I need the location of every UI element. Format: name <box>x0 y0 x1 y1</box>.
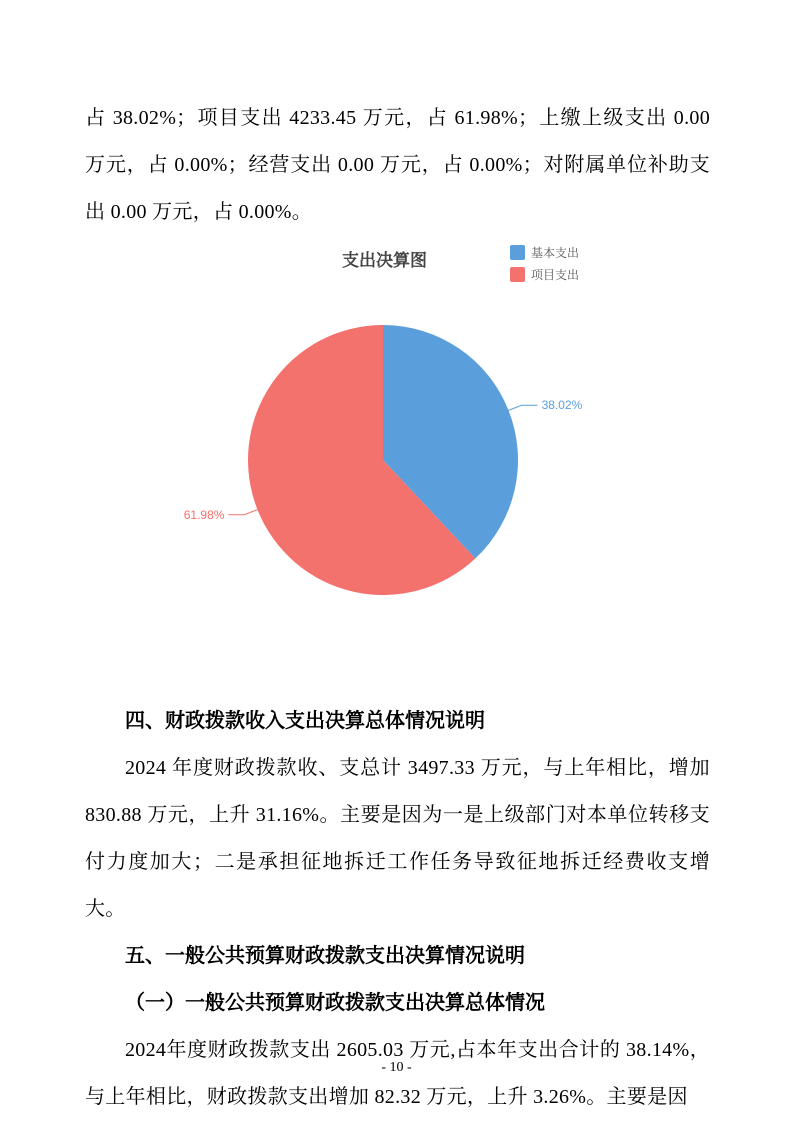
pie-chart-canvas <box>85 286 710 641</box>
paragraph-section-4-body: 2024 年度财政拨款收、支总计 3497.33 万元，与上年相比，增加 830.88 万元，上升 31.16%。主要是因为一是上级部门对本单位转移支付力度加大；二是承担征地拆迁工作任务导致征地拆迁经费收支增大。 <box>85 757 710 920</box>
section-heading-5: 五、一般公共预算财政拨款支出决算情况说明 <box>125 945 525 967</box>
legend-swatch-blue-icon <box>510 245 525 260</box>
legend-item-project-expenditure <box>510 266 579 282</box>
page-number: - 10 - <box>381 1060 412 1075</box>
section-heading-4: 四、财政拨款收入支出决算总体情况说明 <box>125 710 485 732</box>
chart-title: 支出决算图 <box>342 251 427 270</box>
pie-percent-label-xiangmu: 61.98% <box>183 507 225 522</box>
paragraph-section-5-body: 2024年度财政拨款支出 2605.03 万元,占本年支出合计的 38.14%，与上年相比，财政拨款支出增加 82.32 万元，上升 3.26%。主要是因 <box>85 1039 710 1108</box>
pie-label-leader-line-jiben <box>509 405 538 410</box>
legend-swatch-red-icon <box>510 267 525 282</box>
paragraph-expenditure-continuation: 占 38.02%；项目支出 4233.45 万元，占 61.98%；上缴上级支出 0.00 万元，占 0.00%；经营支出 0.00 万元，占 0.00%；对附属单位补助支出 0.00 万元，占 0.00%。 <box>85 107 710 223</box>
legend-label-project-expenditure: 项目支出 <box>531 267 580 282</box>
section-heading-5-sub-1: （一）一般公共预算财政拨款支出决算总体情况 <box>125 992 545 1014</box>
pie-percent-label-jiben: 38.02% <box>541 398 583 413</box>
pie-chart-svg <box>85 286 708 636</box>
expenditure-pie-chart <box>85 236 710 698</box>
legend-item-basic-expenditure <box>510 244 579 260</box>
legend-label-basic-expenditure: 基本支出 <box>531 245 580 260</box>
chart-legend <box>510 244 579 288</box>
pie-label-leader-line-xiangmu <box>228 510 257 515</box>
